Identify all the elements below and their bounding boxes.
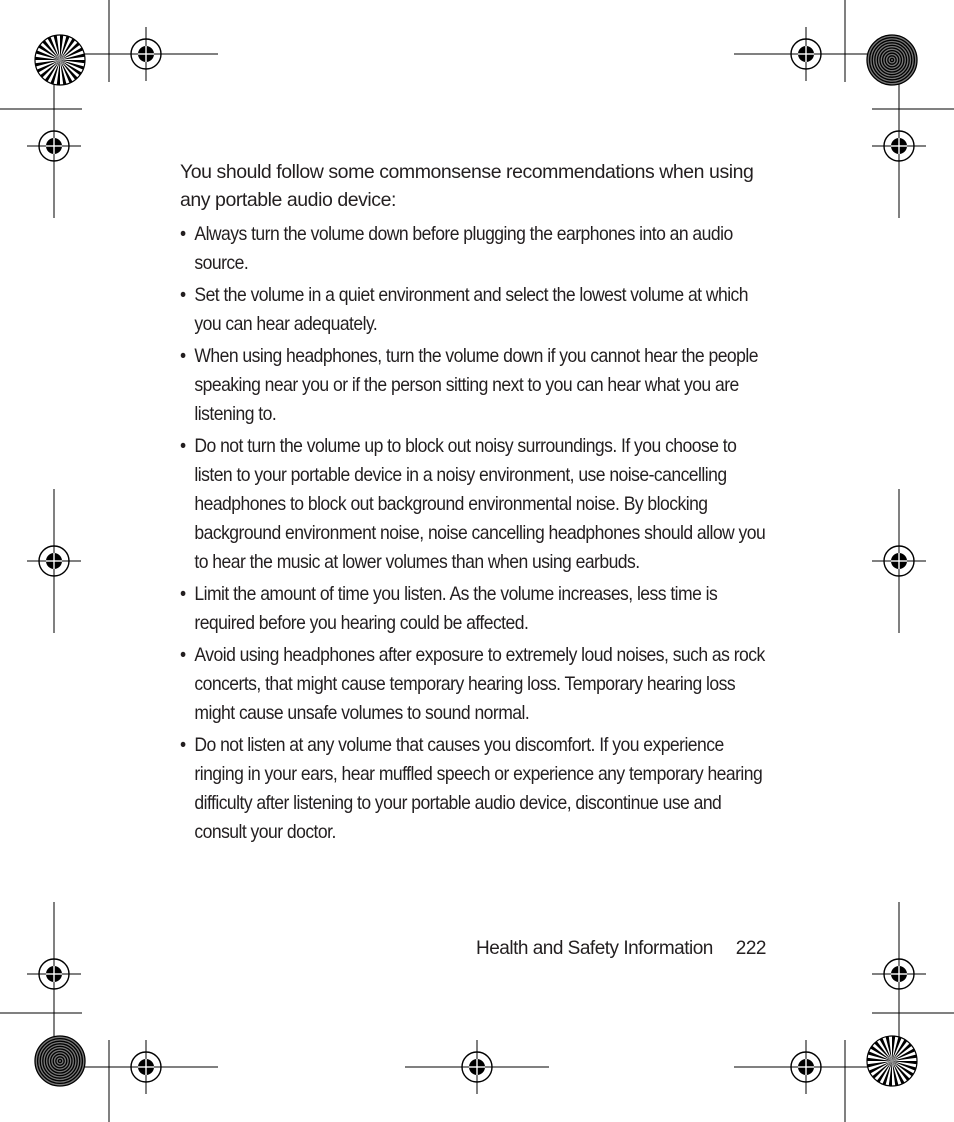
registration-mark-icon <box>872 902 926 1046</box>
starburst-target-icon <box>35 35 85 85</box>
bullet-icon: • <box>180 583 186 605</box>
registration-mark-icon <box>872 489 926 633</box>
list-item <box>180 731 770 847</box>
list-item <box>180 342 770 429</box>
starburst-target-icon <box>867 1036 917 1086</box>
registration-mark-icon <box>734 1040 878 1094</box>
registration-mark-icon <box>74 27 218 81</box>
bullet-icon: • <box>180 435 186 457</box>
list-item-text: Do not turn the volume up to block out noisy surroundings. If you choose to listen to your portable device in a noisy environment, use noise-cancelling headphones to block out background environmental noise. By blocking background environment noise, noise cancelling headphones should allow you to hear the music at lower volumes than when using earbuds. <box>194 435 766 573</box>
list-item-text: When using headphones, turn the volume down if you cannot hear the people speaking near you or if the person sitting next to you can hear what you are listening to. <box>194 345 758 425</box>
recommendation-list <box>180 220 770 847</box>
registration-mark-icon <box>27 902 81 1046</box>
list-item <box>180 281 770 339</box>
bullet-icon: • <box>180 223 186 245</box>
registration-mark-icon <box>405 1040 549 1094</box>
registration-mark-icon <box>872 74 926 218</box>
registration-mark-icon <box>27 489 81 633</box>
list-item <box>180 641 770 728</box>
list-item <box>180 220 770 278</box>
registration-mark-icon <box>734 27 878 81</box>
bullet-icon: • <box>180 284 186 306</box>
list-item-text: Avoid using headphones after exposure to extremely loud noises, such as rock concerts, that might cause temporary hearing loss. Temporary hearing loss might cause unsafe volumes to sound normal. <box>194 644 765 724</box>
page-content <box>180 158 770 850</box>
bullet-icon: • <box>180 734 186 756</box>
page-footer <box>476 935 766 963</box>
concentric-target-icon <box>867 35 917 85</box>
bullet-icon: • <box>180 644 186 666</box>
list-item-text: Do not listen at any volume that causes you discomfort. If you experience ringing in your ears, hear muffled speech or experience any temporary hearing difficulty after listening to your portable audio device, discontinue use and consult your doctor. <box>194 734 763 843</box>
bullet-icon: • <box>180 345 186 367</box>
registration-mark-icon <box>74 1040 218 1094</box>
list-item <box>180 432 770 577</box>
intro-paragraph: You should follow some commonsense recommendations when using any portable audio device: <box>180 161 754 211</box>
registration-mark-icon <box>27 74 81 218</box>
list-item-text: Limit the amount of time you listen. As the volume increases, less time is required before you hearing could be affected. <box>194 583 718 634</box>
page-number: 222 <box>735 938 766 959</box>
list-item-text: Always turn the volume down before plugging the earphones into an audio source. <box>194 223 733 274</box>
list-item-text: Set the volume in a quiet environment and select the lowest volume at which you can hear adequately. <box>194 284 749 335</box>
list-item <box>180 580 770 638</box>
concentric-target-icon <box>35 1036 85 1086</box>
footer-section-title: Health and Safety Information <box>476 938 713 959</box>
